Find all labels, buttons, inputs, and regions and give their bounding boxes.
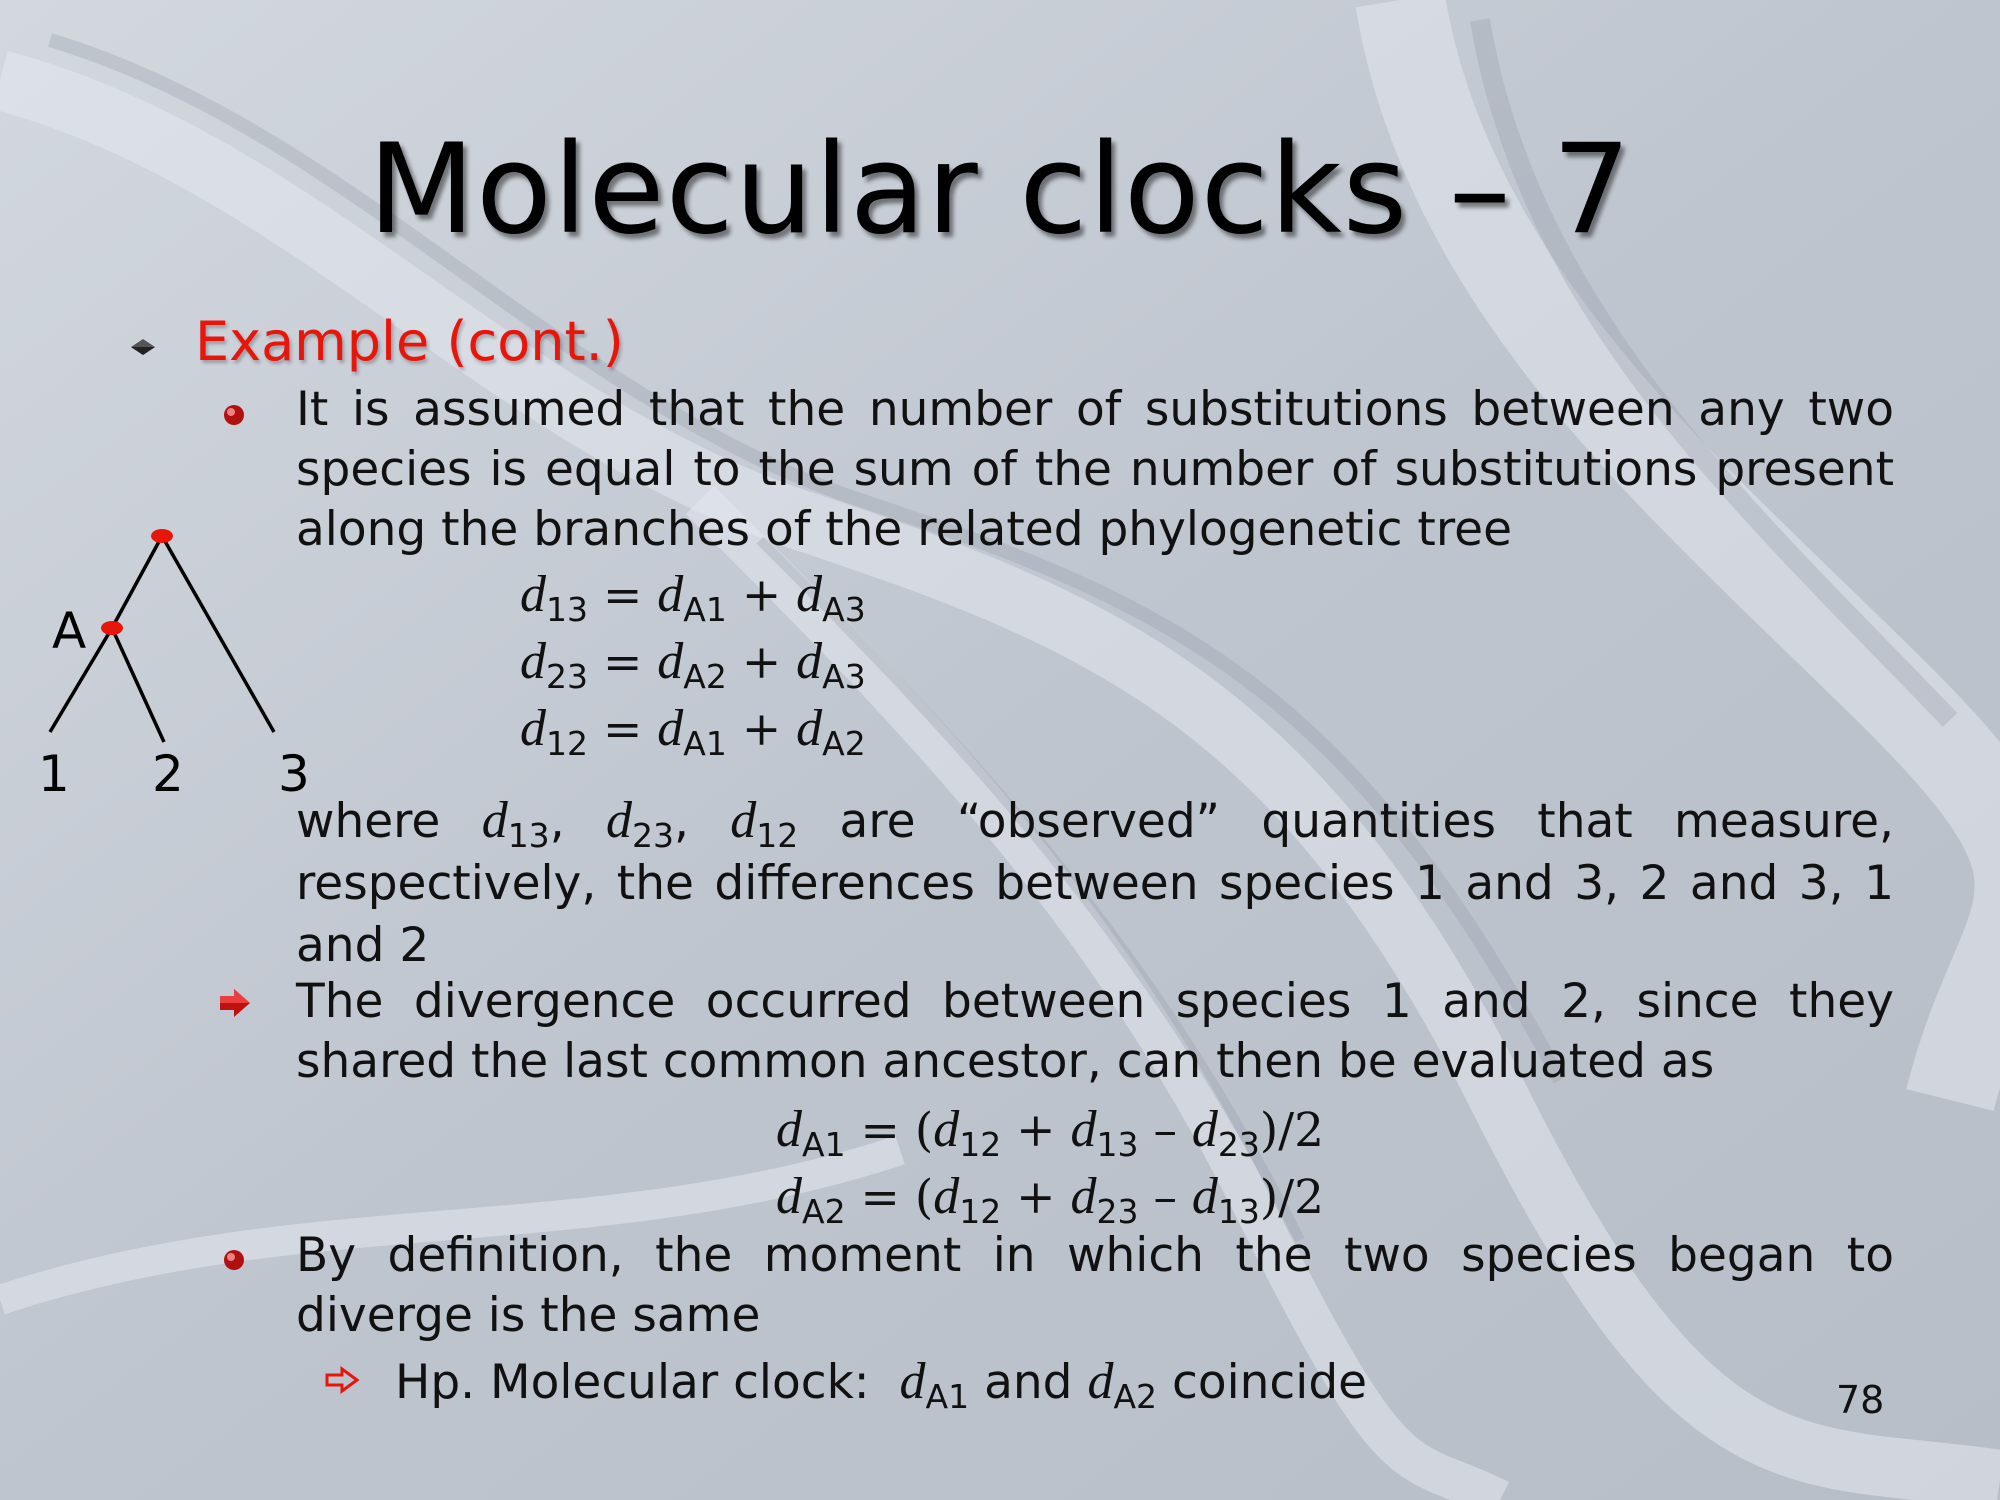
tree-label-leaf-2: 2 [152,745,184,803]
red-dot-bullet-icon [222,403,246,427]
equation-d23: $d_{23} = d_{A2} + d_{A3}$ [520,633,866,696]
red-arrow-bullet-icon [218,988,252,1018]
ancestor-node [101,621,123,635]
where-explanation-text: where $d_{13}$, $d_{23}$, $d_{12}$ are “observed” quantities that measure, respectively, the differences between species 1 and 3, 2 and 3, 1 and 2 [296,792,1894,973]
equation-dA1: $d_{A1} = (d_{12} + d_{13} - d_{23})/2$ [776,1101,1324,1164]
equation-dA2: $d_{A2} = (d_{12} + d_{23} - d_{13})/2$ [776,1168,1324,1231]
bullet-definition-text: By definition, the moment in which the two species began to diverge is the same [296,1228,1894,1343]
equation-d12: $d_{12} = d_{A1} + d_{A2}$ [520,700,866,763]
section-heading: Example (cont.) [195,310,624,373]
red-dot-bullet-icon [222,1248,246,1272]
root-node [151,529,173,543]
bullet-divergence-text: The divergence occurred between species 1 and 2, since they shared the last common ancestor, can then be evaluated as [296,974,1894,1089]
bullet-assumption-text: It is assumed that the number of substitutions between any two species is equal to the sum of the number of substitutions present along the branches of the related phylogenetic tree [296,382,1894,557]
equation-d13: $d_{13} = d_{A1} + d_{A3}$ [520,566,866,629]
diamond-bullet-icon [128,335,158,359]
molecular-clock-hypothesis: Hp. Molecular clock: $d_{A1}$ and $d_{A2}$ coincide [395,1353,1368,1416]
tree-label-ancestor: A [52,602,87,660]
page-number: 78 [1836,1378,1885,1422]
slide-title: Molecular clocks – 7 [368,118,1632,262]
hollow-arrow-bullet-icon [324,1366,360,1394]
tree-label-leaf-1: 1 [38,745,70,803]
tree-label-leaf-3: 3 [278,745,310,803]
